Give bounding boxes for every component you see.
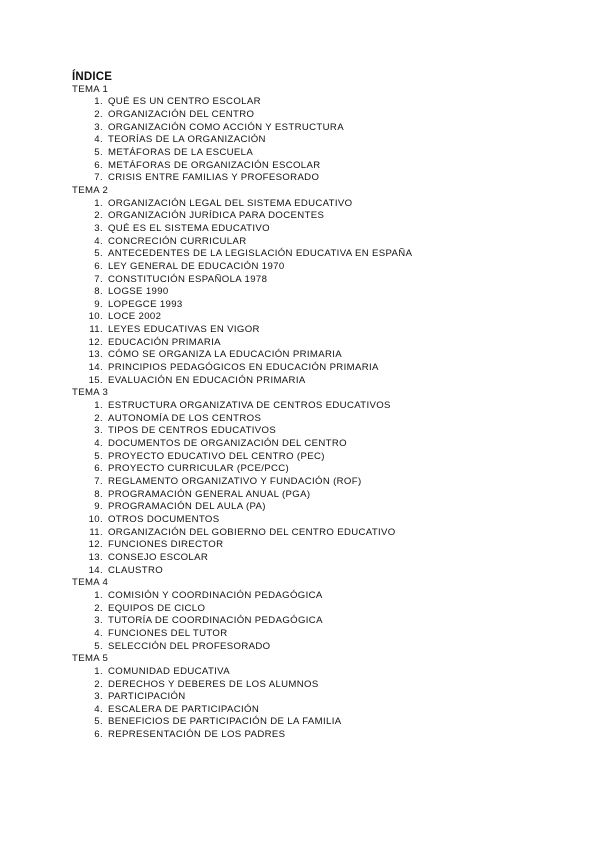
section-heading: TEMA 4 — [72, 577, 109, 589]
item-label: LEY GENERAL DE EDUCACIÓN 1970 — [108, 260, 285, 272]
item-label: TUTORÍA DE COORDINACIÓN PEDAGÓGICA — [108, 615, 323, 627]
item-number: 14. — [88, 362, 103, 374]
list-item — [72, 96, 412, 109]
item-label: COMISIÓN Y COORDINACIÓN PEDAGÓGICA — [108, 589, 323, 601]
list-item — [72, 679, 412, 692]
item-number: 11. — [89, 526, 103, 538]
item-number: 6. — [94, 159, 103, 171]
item-label: CLAUSTRO — [108, 564, 164, 576]
item-number: 14. — [88, 564, 103, 576]
item-label: FUNCIONES DIRECTOR — [108, 539, 224, 551]
item-number: 3. — [94, 425, 103, 437]
item-label: LOCE 2002 — [108, 311, 162, 323]
table-of-contents — [72, 71, 412, 742]
list-item — [72, 514, 412, 527]
item-label: PARTICIPACIÓN — [108, 691, 186, 703]
list-item — [72, 527, 412, 540]
item-number: 2. — [94, 412, 103, 424]
item-label: ORGANIZACIÓN DEL GOBIERNO DEL CENTRO EDUCATIVO — [108, 526, 396, 538]
list-item — [72, 451, 412, 464]
item-number: 1. — [94, 665, 103, 677]
list-item — [72, 729, 412, 742]
list-item — [72, 691, 412, 704]
list-item — [72, 704, 412, 717]
list-item — [72, 425, 412, 438]
list-item — [72, 349, 412, 362]
list-item — [72, 236, 412, 249]
item-number: 9. — [94, 501, 103, 513]
item-number: 8. — [94, 488, 103, 500]
list-item — [72, 122, 412, 135]
list-item — [72, 489, 412, 502]
item-number: 6. — [94, 463, 103, 475]
item-label: AUTONOMÍA DE LOS CENTROS — [108, 412, 262, 424]
item-number: 2. — [94, 108, 103, 120]
item-label: METÁFORAS DE ORGANIZACIÓN ESCOLAR — [108, 159, 321, 171]
list-item — [72, 400, 412, 413]
item-number: 2. — [94, 210, 103, 222]
list-item — [72, 147, 412, 160]
item-label: DOCUMENTOS DE ORGANIZACIÓN DEL CENTRO — [108, 438, 347, 450]
list-item — [72, 565, 412, 578]
item-label: ESTRUCTURA ORGANIZATIVA DE CENTROS EDUCATIVOS — [108, 400, 391, 412]
item-number: 1. — [94, 96, 103, 108]
item-label: ORGANIZACIÓN JURÍDICA PARA DOCENTES — [108, 210, 325, 222]
item-number: 6. — [94, 729, 103, 741]
list-item — [72, 337, 412, 350]
list-item — [72, 375, 412, 388]
item-label: PROGRAMACIÓN GENERAL ANUAL (PGA) — [108, 488, 311, 500]
list-item — [72, 641, 412, 654]
list-item — [72, 324, 412, 337]
list-item — [72, 413, 412, 426]
list-item — [72, 261, 412, 274]
item-label: QUÉ ES EL SISTEMA EDUCATIVO — [108, 222, 270, 234]
item-number: 10. — [88, 513, 103, 525]
list-item — [72, 109, 412, 122]
item-number: 4. — [94, 438, 103, 450]
item-label: EQUIPOS DE CICLO — [108, 602, 206, 614]
item-label: CONSEJO ESCOLAR — [108, 551, 209, 563]
item-label: DERECHOS Y DEBERES DE LOS ALUMNOS — [108, 678, 319, 690]
list-item — [72, 223, 412, 236]
item-label: ORGANIZACIÓN LEGAL DEL SISTEMA EDUCATIVO — [108, 197, 353, 209]
item-label: CONSTITUCIÓN ESPAÑOLA 1978 — [108, 273, 268, 285]
list-item — [72, 476, 412, 489]
sections-list — [72, 84, 412, 742]
item-label: LOPEGCE 1993 — [108, 298, 183, 310]
list-item — [72, 274, 412, 287]
item-label: PROYECTO CURRICULAR (PCE/PCC) — [108, 463, 290, 475]
section-heading: TEMA 3 — [72, 387, 109, 399]
item-label: BENEFICIOS DE PARTICIPACIÓN DE LA FAMILIA — [108, 716, 342, 728]
list-item — [72, 311, 412, 324]
item-number: 9. — [94, 298, 103, 310]
section-heading: TEMA 5 — [72, 653, 109, 665]
list-item — [72, 210, 412, 223]
item-label: ORGANIZACIÓN DEL CENTRO — [108, 108, 255, 120]
item-label: REGLAMENTO ORGANIZATIVO Y FUNDACIÓN (ROF) — [108, 476, 362, 487]
list-item — [72, 172, 412, 185]
item-label: OTROS DOCUMENTOS — [108, 513, 220, 525]
list-item — [72, 615, 412, 628]
item-number: 4. — [94, 134, 103, 146]
item-label: REPRESENTACIÓN DE LOS PADRES — [108, 729, 286, 741]
item-number: 13. — [88, 349, 103, 361]
list-item — [72, 666, 412, 679]
item-number: 11. — [89, 324, 103, 336]
item-label: CONCRECIÓN CURRICULAR — [108, 235, 247, 247]
item-label: TEORÍAS DE LA ORGANIZACIÓN — [108, 134, 266, 146]
item-label: FUNCIONES DEL TUTOR — [108, 627, 228, 639]
item-label: METÁFORAS DE LA ESCUELA — [108, 146, 254, 158]
section-heading: TEMA 1 — [72, 83, 109, 95]
section-heading: TEMA 2 — [72, 184, 109, 196]
item-label: QUÉ ES UN CENTRO ESCOLAR — [108, 96, 261, 108]
item-number: 3. — [94, 615, 103, 627]
item-label: EVALUACIÓN EN EDUCACIÓN PRIMARIA — [108, 374, 306, 386]
list-item — [72, 248, 412, 261]
item-number: 5. — [94, 716, 103, 728]
item-number: 10. — [88, 311, 103, 323]
item-number: 13. — [88, 551, 103, 563]
list-item — [72, 603, 412, 616]
list-item — [72, 160, 412, 173]
item-number: 1. — [94, 197, 103, 209]
item-label: SELECCIÓN DEL PROFESORADO — [108, 640, 271, 652]
list-item — [72, 590, 412, 603]
item-number: 4. — [94, 703, 103, 715]
index-title: ÍNDICE — [72, 71, 113, 83]
item-label: EDUCACIÓN PRIMARIA — [108, 336, 221, 348]
item-number: 3. — [94, 121, 103, 133]
item-number: 4. — [94, 235, 103, 247]
item-label: ORGANIZACIÓN COMO ACCIÓN Y ESTRUCTURA — [108, 121, 344, 133]
item-number: 4. — [94, 627, 103, 639]
item-number: 12. — [88, 336, 103, 348]
item-number: 1. — [94, 400, 103, 412]
item-number: 7. — [94, 273, 103, 285]
item-number: 12. — [88, 539, 103, 551]
item-number: 6. — [94, 260, 103, 272]
item-number: 1. — [94, 589, 103, 601]
item-number: 7. — [94, 172, 103, 184]
list-item — [72, 552, 412, 565]
item-label: PRINCIPIOS PEDAGÓGICOS EN EDUCACIÓN PRIMARIA — [108, 362, 379, 374]
item-number: 7. — [94, 476, 103, 487]
item-number: 2. — [94, 602, 103, 614]
list-item — [72, 438, 412, 451]
list-item — [72, 463, 412, 476]
item-label: PROYECTO EDUCATIVO DEL CENTRO (PEC) — [108, 450, 325, 462]
list-item — [72, 299, 412, 312]
item-label: TIPOS DE CENTROS EDUCATIVOS — [108, 425, 277, 437]
list-item — [72, 501, 412, 514]
list-item — [72, 362, 412, 375]
item-label: COMUNIDAD EDUCATIVA — [108, 665, 230, 677]
item-label: CÓMO SE ORGANIZA LA EDUCACIÓN PRIMARIA — [108, 349, 342, 361]
list-item — [72, 286, 412, 299]
item-number: 15. — [88, 374, 103, 386]
list-item — [72, 198, 412, 211]
list-item — [72, 716, 412, 729]
list-item — [72, 134, 412, 147]
item-label: CRISIS ENTRE FAMILIAS Y PROFESORADO — [108, 172, 320, 184]
item-number: 5. — [94, 146, 103, 158]
item-number: 2. — [94, 678, 103, 690]
item-number: 5. — [94, 248, 103, 260]
list-item — [72, 628, 412, 641]
item-number: 3. — [94, 691, 103, 703]
item-label: ESCALERA DE PARTICIPACIÓN — [108, 703, 260, 715]
item-label: LEYES EDUCATIVAS EN VIGOR — [108, 324, 260, 336]
item-label: ANTECEDENTES DE LA LEGISLACIÓN EDUCATIVA EN ESPAÑA — [108, 248, 413, 260]
item-number: 3. — [94, 222, 103, 234]
item-label: PROGRAMACIÓN DEL AULA (PA) — [108, 501, 266, 513]
item-number: 5. — [94, 450, 103, 462]
item-number: 5. — [94, 640, 103, 652]
item-number: 8. — [94, 286, 103, 298]
item-label: LOGSE 1990 — [108, 286, 169, 298]
list-item — [72, 539, 412, 552]
